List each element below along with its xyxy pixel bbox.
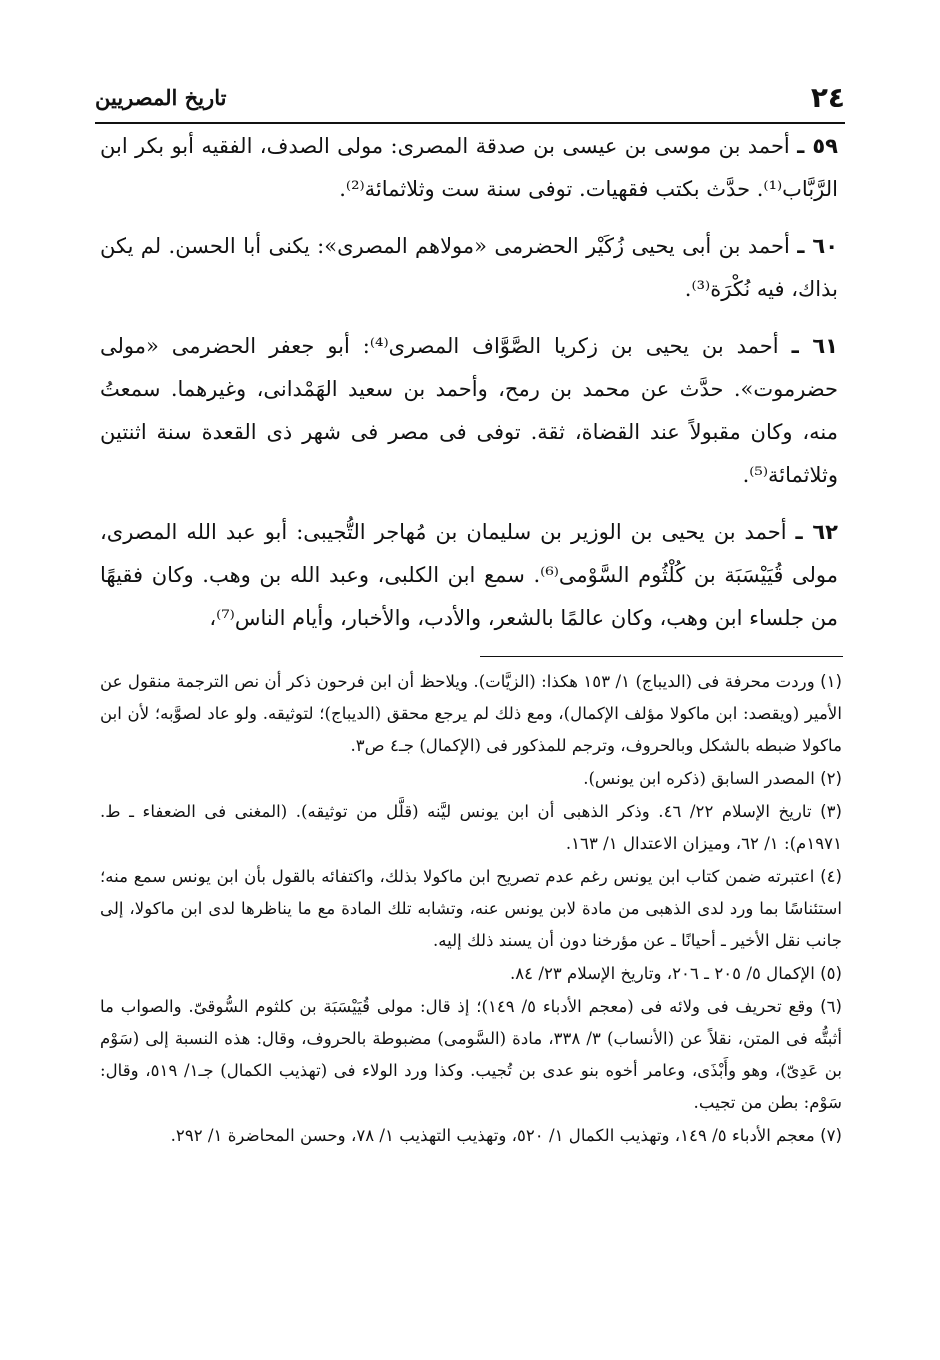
running-title: تاريخ المصريين — [95, 84, 227, 110]
entry-number: ٦١ ـ — [791, 334, 838, 358]
footnote-text: معجم الأدباء ٥/ ١٤٩، وتهذيب الكمال ١/ ٥٢٠، وتهذيب التهذيب ١/ ٧٨، وحسن المحاضرة ١/ ٢٩٢. — [170, 1126, 815, 1145]
entry-text: أحمد بن أبى يحيى زُكَيْر الحضرمى «مولاهم المصرى»: يكنى أبا الحسن. لم يكن بذاك، فيه نُكْرَة⁽³⁾. — [100, 234, 838, 301]
entry-number: ٦٠ ـ — [797, 234, 839, 258]
footnote-divider — [480, 656, 843, 657]
footnote-text: اعتبرته ضمن كتاب ابن يونس رغم عدم تصريح ابن ماكولا بذلك، واكتفائه بالقول بأن ابن يونس سمع منه؛ استئناسًا بما ورد لدى الذهبى من مادة لابن يونس عنه، وتشابه تلك المادة مع ما يناظرها لدى ابن ماكولا، إلى جانب نقل الأخير ـ أحيانًا ـ عن مؤرخنا دون أن يسند ذلك إليه. — [100, 867, 842, 950]
entry-59 — [100, 125, 838, 211]
entry-61 — [100, 325, 838, 497]
entry-text: أحمد بن يحيى بن الوزير بن سليمان بن مُهاجر التُّجيبى: أبو عبد الله المصرى، مولى قُيَيْسَبَة بن كُلْثُوم السَّوْمى⁽⁶⁾. سمع ابن الكلبى، وعبد الله بن وهب. وكان فقيهًا من جلساء ابن وهب، وكان عالمًا بالشعر، والأدب، والأخبار، وأيام الناس⁽⁷⁾، — [100, 520, 838, 630]
footnote-2 — [100, 763, 842, 795]
footnotes — [100, 666, 842, 1153]
footnote-3 — [100, 796, 842, 860]
footnote-text: وردت محرفة فى (الديباج) ١/ ١٥٣ هكذا: (الزيَّات). ويلاحظ أن ابن فرحون ذكر أن نص الترجمة منقول عن الأمير (ويقصد: ابن ماكولا مؤلف الإكمال)، ومع ذلك لم يرجع محقق (الديباج)؛ لتوثيقه. ولو عاد لصوَّبه؛ لأن ابن ماكولا ضبطه بالشكل وبالحروف، وترجم للمذكور فى (الإكمال) جـ٤ ص٣. — [100, 672, 842, 755]
entry-62 — [100, 511, 838, 640]
footnote-text: تاريخ الإسلام ٢٢/ ٤٦. وذكر الذهبى أن ابن يونس ليَّنه (قلَّل من توثيقه). (المغنى فى الضعفاء ـ ط. ١٩٧١م): ١/ ٦٢، وميزان الاعتدال ١/ ١٦٣. — [100, 802, 842, 853]
footnote-text: الإكمال ٥/ ٢٠٥ ـ ٢٠٦، وتاريخ الإسلام ٢٣/ ٨٤. — [509, 964, 815, 983]
entry-number: ٦٢ ـ — [795, 520, 838, 544]
entry-text: أحمد بن يحيى بن زكريا الصَّوَّاف المصرى⁽⁴⁾: أبو جعفر الحضرمى «مولى حضرموت». حدَّث عن محمد بن رمح، وأحمد بن سعيد الهَمْدانى، وغيرهما. سمعتُ منه، وكان مقبولاً عند القضاة، ثقة. توفى فى مصر فى شهر ذى القعدة سنة اثنتين وثلاثمائة⁽⁵⁾. — [100, 334, 838, 487]
footnote-7 — [100, 1120, 842, 1152]
footnote-text: وقع تحريف فى ولائه فى (معجم الأدباء ٥/ ١٤٩)؛ إذ قال: مولى قُيَيْسَبَة بن كلثوم السُّوقىّ. والصواب ما أثبتُّه فى المتن، نقلاً عن (الأنساب) ٣/ ٣٣٨، مادة (السَّومى) مضبوطة بالحروف، وقال: هذه النسبة إلى (سَوْم بن عَدِىّ)، وهو وأَبْذَى، وعامر أخوه بنو عدى بن تُجيب. وكذا ورد الولاء فى (تهذيب الكمال) جـ١/ ٥١٩، وقال: سَوْم: بطن من تجيب. — [100, 997, 843, 1112]
footnote-mark: (٧) — [820, 1126, 842, 1145]
footnote-6 — [100, 991, 842, 1119]
footnote-mark: (٢) — [820, 769, 842, 788]
footnote-1 — [100, 666, 842, 762]
footnote-mark: (٦) — [820, 997, 842, 1016]
page-number: ٢٤ — [810, 80, 845, 114]
entry-text: أحمد بن موسى بن عيسى بن صدقة المصرى: مولى الصدف، الفقيه أبو بكر ابن الرَّبَّاب⁽¹⁾. حدَّث بكتب فقهيات. توفى سنة ست وثلاثمائة⁽²⁾. — [100, 134, 838, 201]
page-header — [95, 72, 845, 124]
main-text — [100, 125, 838, 654]
entry-60 — [100, 225, 838, 311]
footnote-mark: (١) — [820, 672, 843, 691]
entry-number: ٥٩ ـ — [797, 134, 838, 158]
footnote-4 — [100, 861, 842, 957]
footnote-mark: (٤) — [820, 867, 843, 886]
footnote-mark: (٥) — [820, 964, 842, 983]
footnote-mark: (٣) — [820, 802, 842, 821]
footnote-text: المصدر السابق (ذكره ابن يونس). — [583, 769, 815, 788]
footnote-5 — [100, 958, 842, 990]
